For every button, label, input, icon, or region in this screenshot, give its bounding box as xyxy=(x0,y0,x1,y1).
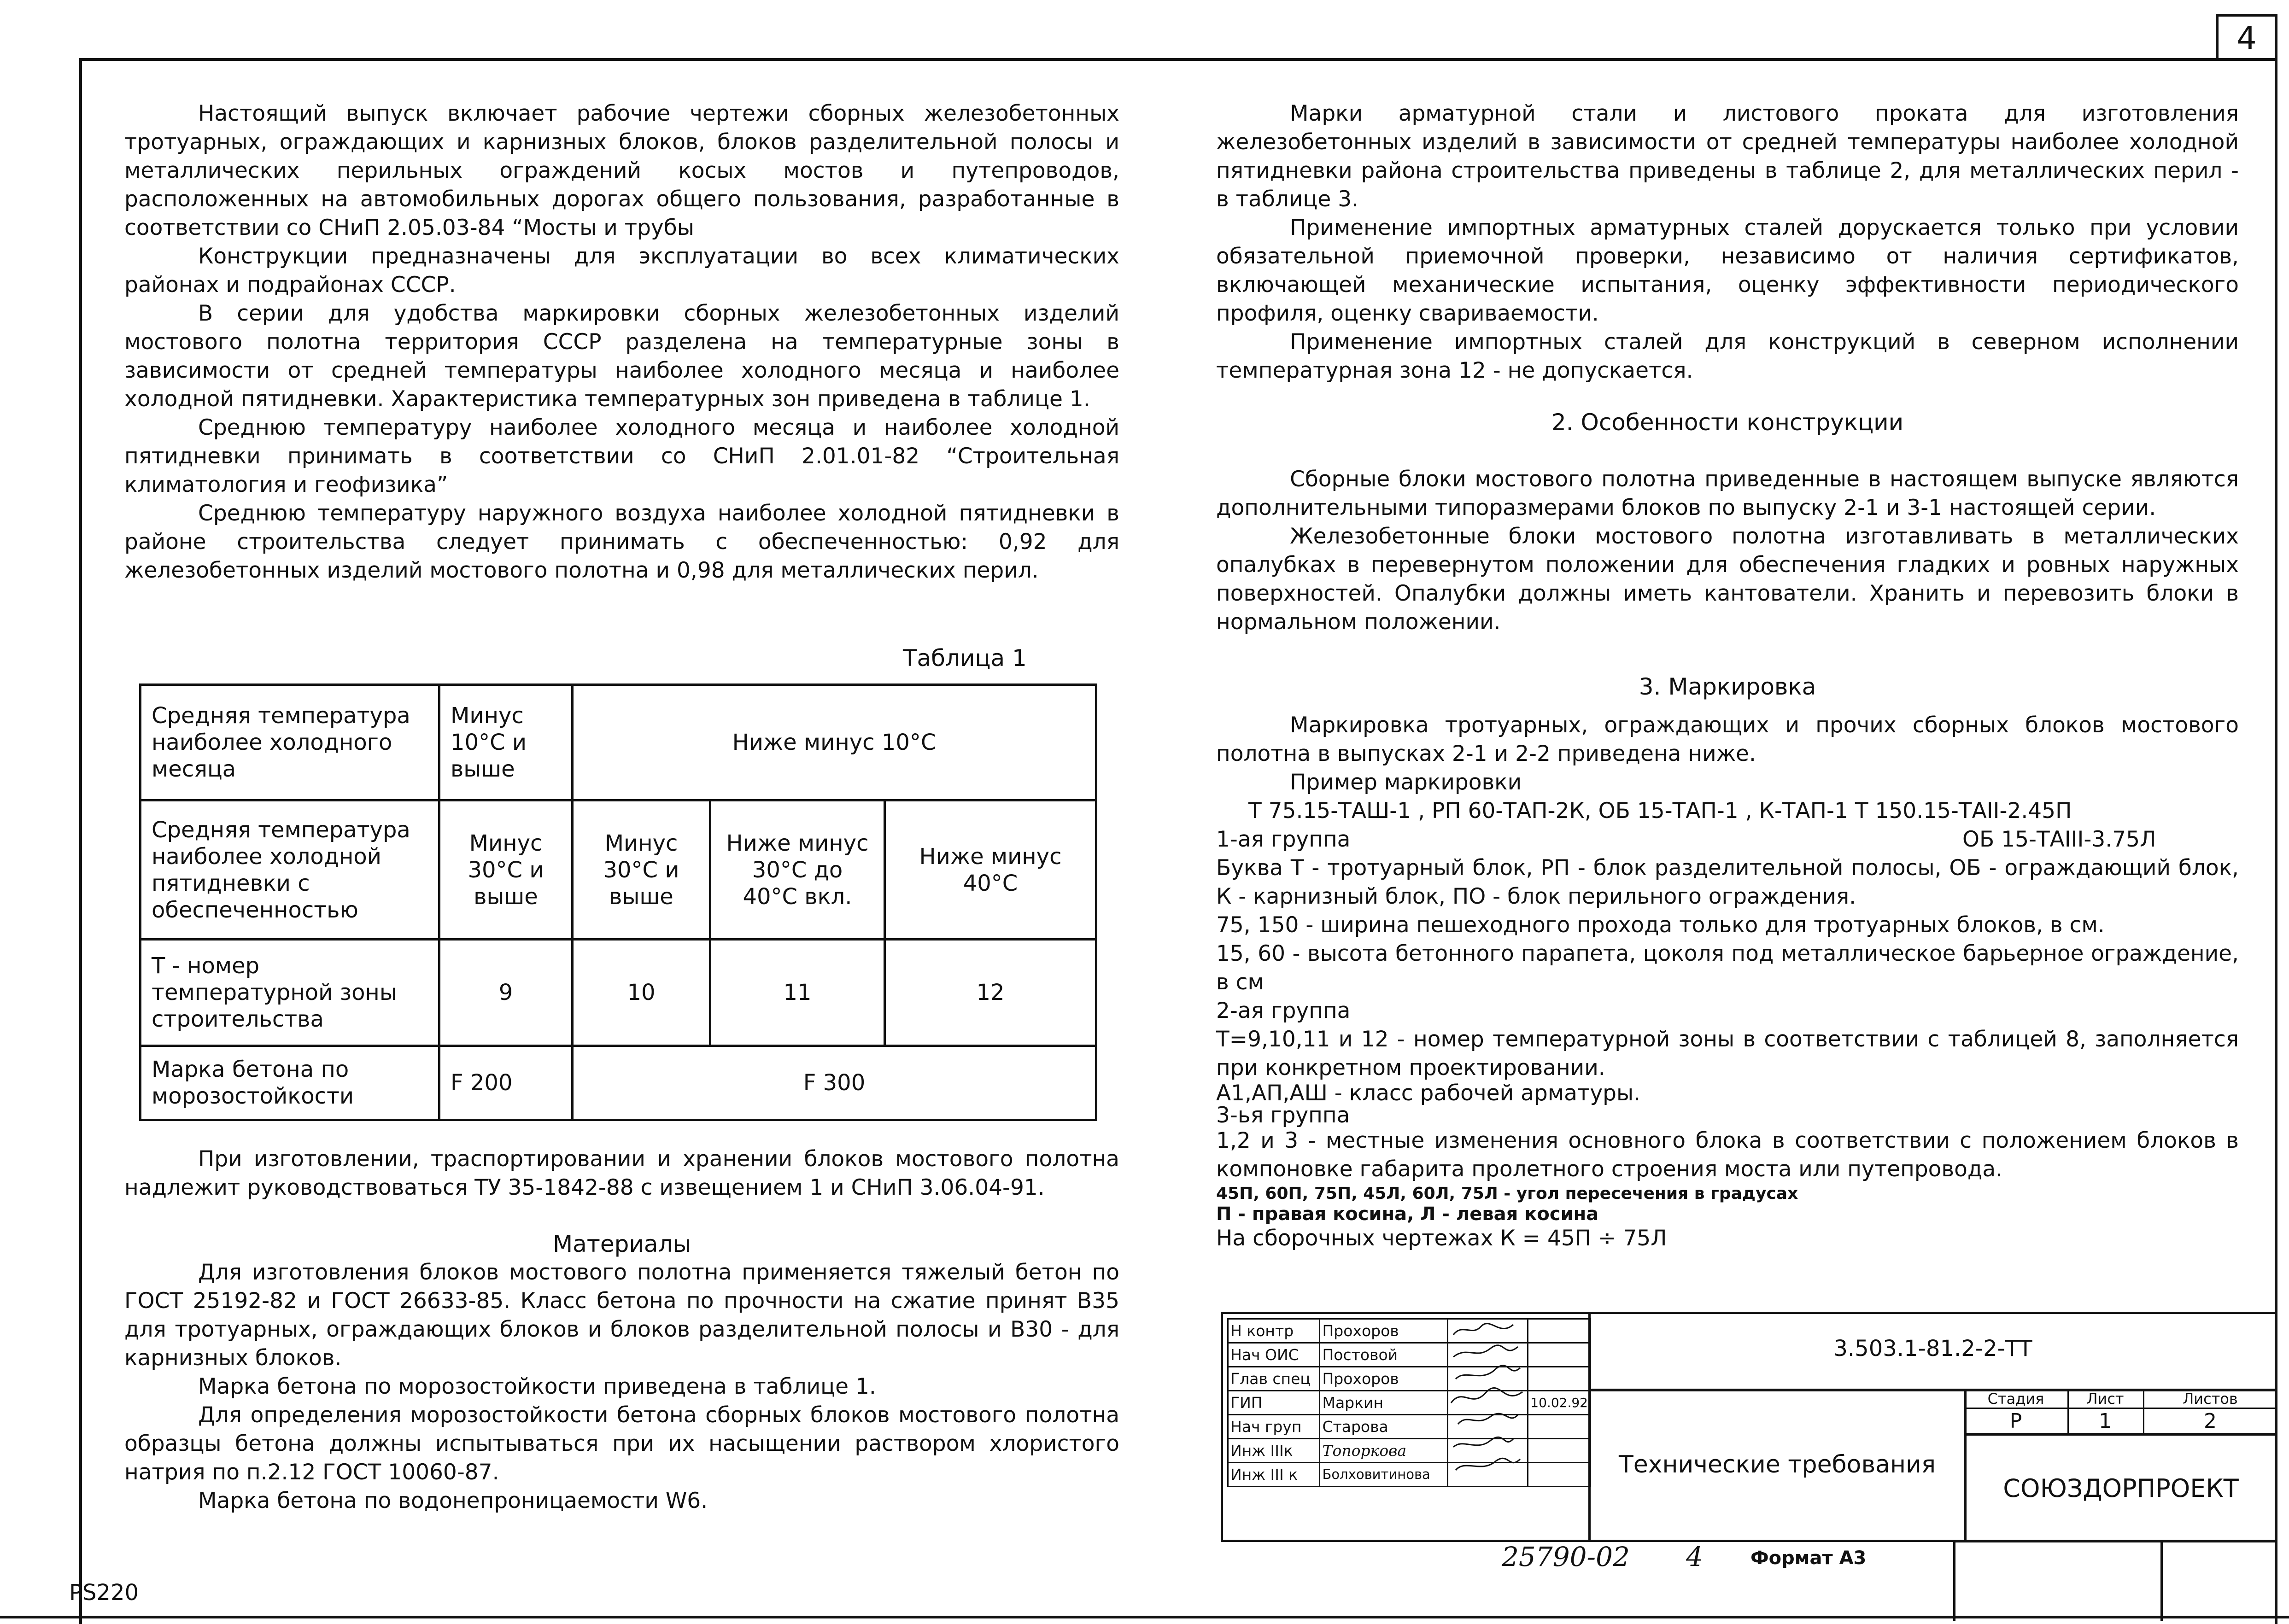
example-line: Т 75.15-ТАШ-1 , РП 60-ТАП-2К, ОБ 15-ТАП-1 , К-ТАП-1 Т 150.15-ТАII-2.45П xyxy=(1248,798,2072,824)
stage-grid xyxy=(1964,1389,2277,1435)
date-cell xyxy=(1528,1463,1591,1487)
right-paragraph-6: Маркировка тротуарных, ограждающих и прочих сборных блоков мостового полотна в выпусках 2-1 и 2-2 приведена ниже. xyxy=(1216,713,2239,766)
sheet-label: Лист xyxy=(2086,1390,2124,1408)
marking-legend-7: 45П, 60П, 75П, 45Л, 60Л, 75Л - угол пересечения в градусах xyxy=(1216,1184,1798,1203)
sheets-label: Листов xyxy=(2183,1390,2238,1408)
left-paragraph-3: В серии для удобства маркировки сборных железобетонных изделий мостового полотна территория СССР разделена на температурные зоны в зависимости от средней температуры наиболее холодного месяца и наиболее холодной пятидневки. Характеристика температурных зон приведена в таблице 1. xyxy=(124,301,1119,412)
left-intro xyxy=(124,99,1119,585)
marking-legend-1: Буква Т - тротуарный блок, РП - блок разделительной полосы, ОБ - ограждающий блок, К - карнизный блок, ПО - блок перильного ограждения. xyxy=(1216,855,2239,909)
table-cell: Ниже минус 40°C xyxy=(885,800,1096,940)
date-cell xyxy=(1528,1319,1591,1343)
sheet-value: 1 xyxy=(2099,1409,2112,1433)
role-cell: Инж III к xyxy=(1228,1463,1320,1487)
table-cell: Ниже минус 10°C xyxy=(573,685,1096,800)
marking-legend-5: А1,АП,АШ - класс рабочей арматуры. xyxy=(1216,1081,1641,1106)
left-paragraph-8: Марка бетона по морозостойкости приведена в таблице 1. xyxy=(198,1374,876,1399)
role-cell: Инж IIIк xyxy=(1228,1439,1320,1463)
table-cell: Минус 10°C и выше xyxy=(439,685,573,800)
marking-legend-2: 75, 150 - ширина пешеходного прохода только для тротуарных блоков, в см. xyxy=(1216,912,2105,938)
date-cell xyxy=(1528,1439,1591,1463)
marking-legend-6: 1,2 и 3 - местные изменения основного блока в соответствии с положением блоков в компоновке габарита пролетного строения моста или путепровода. xyxy=(1216,1128,2239,1182)
table-cell: Ниже минус 30°C до 40°C вкл. xyxy=(710,800,885,940)
temperature-zones-table xyxy=(139,683,1097,1121)
marking-legend-9: На сборочных чертежах К = 45П ÷ 75Л xyxy=(1216,1226,1667,1251)
name-cell: Болховитинова xyxy=(1320,1463,1448,1487)
group-3-label: 3-ья группа xyxy=(1216,1103,1350,1128)
right-intro xyxy=(1216,99,2239,385)
group-2-label: 2-ая группа xyxy=(1216,998,1351,1023)
left-paragraph-5: Среднюю температуру наружного воздуха наиболее холодной пятидневки в районе строительства следует принимать с обеспеченностью: 0,92 для железобетонных изделий мостового полотна и 0,98 для металлических перил. xyxy=(124,501,1119,583)
date-cell xyxy=(1528,1367,1591,1391)
table-cell: Т - номер температурной зоны строительства xyxy=(141,939,439,1046)
stage-value: Р xyxy=(2009,1409,2022,1433)
table-cell: 10 xyxy=(573,939,710,1046)
table-cell: Средняя температура наиболее холодной пятидневки с обеспеченностью xyxy=(141,800,439,940)
inventory-sheet: 4 xyxy=(1686,1541,1703,1572)
left-paragraph-2: Конструкции предназначены для эксплуатации во всех климатических районах и подрайонах СССР. xyxy=(124,244,1119,298)
marking-legend-4: Т=9,10,11 и 12 - номер температурной зоны в соответствии с таблицей 8, заполняется при конкретном проектировании. xyxy=(1216,1027,2239,1081)
bottom-border xyxy=(0,1616,2289,1618)
table-cell: 12 xyxy=(885,939,1096,1046)
paper-format: Формат А3 xyxy=(1750,1548,1867,1569)
name-cell: Топоркова xyxy=(1320,1439,1448,1463)
section-3-text xyxy=(1216,711,2239,1253)
bottom-right-box xyxy=(1953,1540,2277,1621)
table-cell: F 300 xyxy=(573,1046,1096,1120)
table-cell: 11 xyxy=(710,939,885,1046)
date-cell xyxy=(1528,1343,1591,1367)
table-caption: Таблица 1 xyxy=(903,645,1027,672)
signature-table xyxy=(1227,1318,1591,1487)
name-cell: Старова xyxy=(1320,1415,1448,1439)
table-cell: 9 xyxy=(439,939,573,1046)
sheets-value: 2 xyxy=(2204,1409,2217,1433)
left-paragraph-7: Для изготовления блоков мостового полотна применяется тяжелый бетон по ГОСТ 25192-82 и ГОСТ 26633-85. Класс бетона по прочности на сжатие принят В35 для тротуарных, ограждающих блоков и блоков разделительной полосы и В30 - для карнизных блоков. xyxy=(124,1260,1119,1371)
document-title: Технические требования xyxy=(1618,1451,1936,1478)
right-paragraph-4: Сборные блоки мостового полотна приведенные в настоящем выпуске являются дополнительными типоразмерами блоков по выпуску 2-1 и 3-1 настоящей серии. xyxy=(1216,467,2239,520)
section-2-heading: 2. Особенности конструкции xyxy=(1551,409,1904,436)
table-cell: Средняя температура наиболее холодного месяца xyxy=(141,685,439,800)
left-lower-text xyxy=(124,1145,1119,1202)
name-cell: Прохоров xyxy=(1320,1367,1448,1391)
date-cell xyxy=(1528,1415,1591,1439)
section-2-text xyxy=(1216,465,2239,637)
left-paragraph-9: Для определения морозостойкости бетона сборных блоков мостового полотна образцы бетона должны испытываться при их насыщении раствором хлористого натрия по п.2.12 ГОСТ 10060-87. xyxy=(124,1402,1119,1485)
ps-code: PS220 xyxy=(69,1580,139,1606)
table-cell: Минус 30°C и выше xyxy=(573,800,710,940)
section-3-heading: 3. Маркировка xyxy=(1639,673,1816,700)
inventory-number: 25790-02 xyxy=(1502,1541,1630,1572)
right-paragraph-5: Железобетонные блоки мостового полотна изготавливать в металлических опалубках в перевернутом положении для обеспечения гладких и ровных наружных поверхностей. Опалубки должны иметь кантователи. Хранить и перевозить блоки в нормальном положении. xyxy=(1216,524,2239,635)
table-cell: Марка бетона по морозостойкости xyxy=(141,1046,439,1120)
left-paragraph-10: Марка бетона по водонепроницаемости W6. xyxy=(198,1488,708,1513)
group-1-label: 1-ая группа xyxy=(1216,827,1351,852)
organization-name: СОЮЗДОРПРОЕКТ xyxy=(2003,1474,2239,1503)
document-code: 3.503.1-81.2-2-ТТ xyxy=(1833,1336,2032,1361)
materials-heading: Материалы xyxy=(553,1231,691,1257)
date-cell: 10.02.92 xyxy=(1528,1391,1591,1415)
role-cell: Нач груп xyxy=(1228,1415,1320,1439)
right-paragraph-1: Марки арматурной стали и листового проката для изготовления железобетонных изделий в зависимости от средней температуры наиболее холодной пятидневки района строительства приведены в таблице 2, для металлических перил - в таблице 3. xyxy=(1216,101,2239,212)
role-cell: Н контр xyxy=(1228,1319,1320,1343)
stage-label: Стадия xyxy=(1987,1390,2044,1408)
left-paragraph-1: Настоящий выпуск включает рабочие чертежи сборных железобетонных тротуарных, ограждающих и карнизных блоков, блоков разделительной полосы и металлических перильных ограждений косых мостов и путепроводов, расположенных на автомобильных дорогах общего пользования, разработанные в соответствии со СНиП 2.05.03-84 “Мосты и трубы xyxy=(124,101,1119,240)
name-cell: Постовой xyxy=(1320,1343,1448,1367)
divider xyxy=(1964,1408,2277,1409)
role-cell: Глав спец xyxy=(1228,1367,1320,1391)
example-line-2: ОБ 15-ТАIII-3.75Л xyxy=(1962,827,2156,852)
signatures-graphic xyxy=(1444,1318,1527,1476)
name-cell: Прохоров xyxy=(1320,1319,1448,1343)
table-cell: F 200 xyxy=(439,1046,573,1120)
left-paragraph-6: При изготовлении, траспортировании и хранении блоков мостового полотна надлежит руководствоваться ТУ 35-1842-88 с извещением 1 и СНиП 3.06.04-91. xyxy=(124,1146,1119,1200)
right-paragraph-2: Применение импортных арматурных сталей доруcкается только при условии обязательной приемочной проверки, независимо от наличия сертификатов, включающей механические испытания, оценку эффективности периодического профиля, оценку свариваемости. xyxy=(1216,215,2239,326)
right-paragraph-3: Применение импортных сталей для конструкций в северном исполнении температурная зона 12 - не допускается. xyxy=(1216,329,2239,383)
example-title: Пример маркировки xyxy=(1290,770,1522,795)
name-cell: Маркин xyxy=(1320,1391,1448,1415)
divider xyxy=(2160,1540,2163,1621)
role-cell: Нач ОИС xyxy=(1228,1343,1320,1367)
sheet-number: 4 xyxy=(2216,14,2277,61)
role-cell: ГИП xyxy=(1228,1391,1320,1415)
left-paragraph-4: Среднюю температуру наиболее холодного месяца и наиболее холодной пятидневки принимать в соответствии со СНиП 2.01.01-82 “Строительная климатология и геофизика” xyxy=(124,415,1119,497)
table-cell: Минус 30°C и выше xyxy=(439,800,573,940)
marking-legend-8: П - правая косина, Л - левая косина xyxy=(1216,1203,1599,1225)
marking-legend-3: 15, 60 - высота бетонного парапета, цоколя под металлическое барьерное ограждение, в см xyxy=(1216,941,2239,995)
materials-text xyxy=(124,1258,1119,1515)
